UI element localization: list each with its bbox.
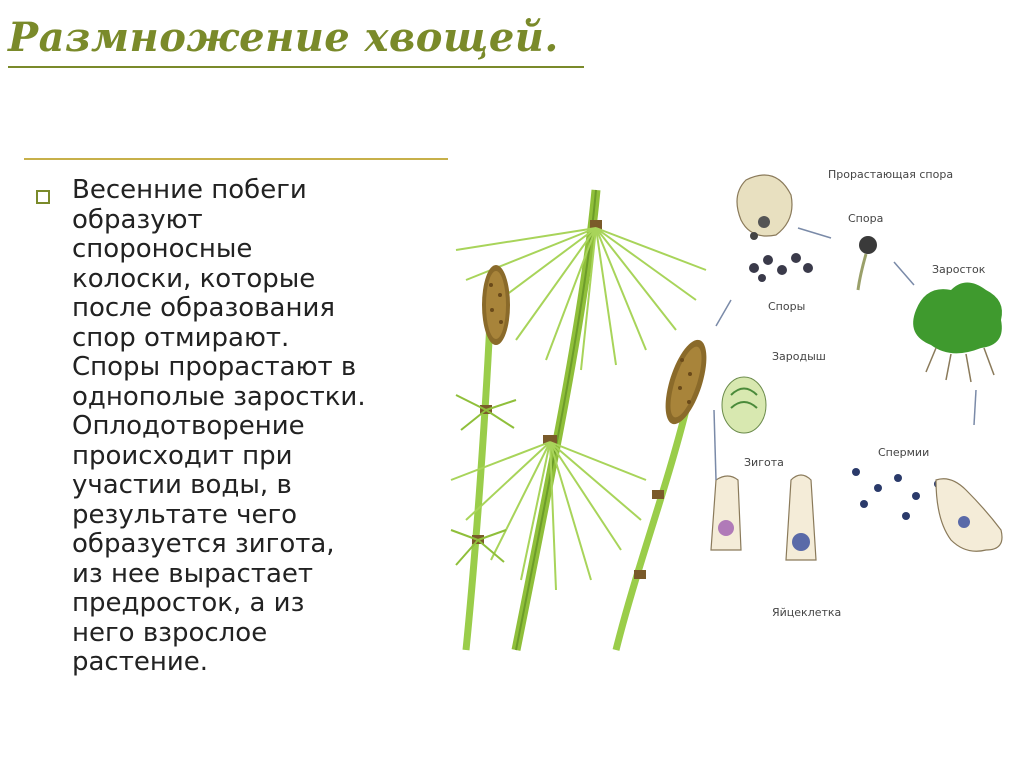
text-line: спороносные — [72, 234, 253, 264]
label-zygote: Зигота — [744, 456, 784, 469]
label-spores: Споры — [768, 300, 806, 313]
text-line: Весенние побеги — [72, 175, 307, 205]
prothallus-illustration — [913, 283, 1002, 383]
text-line: Оплодотворение — [72, 411, 305, 441]
text-line: образуют — [72, 204, 203, 235]
text-line: после образования — [72, 293, 335, 323]
label-embryo: Зародыш — [772, 350, 826, 363]
title-underline — [8, 66, 584, 68]
text-line: результате чего — [72, 499, 298, 530]
label-sperm: Спермии — [878, 446, 930, 459]
text-line: Споры прорастают в — [72, 352, 357, 382]
text-line: однополые заростки. — [72, 381, 366, 412]
fertilization-illustration — [936, 479, 1002, 552]
bullet-text — [72, 176, 432, 678]
archegonium-illustration — [786, 475, 816, 560]
text-line: колоски, которые — [72, 263, 316, 294]
horsetail-plant-illustration — [451, 190, 715, 650]
label-spore: Спора — [848, 212, 884, 225]
zygote-illustration — [711, 476, 741, 550]
text-line: происходит при — [72, 440, 293, 471]
embryo-illustration — [722, 377, 766, 433]
sperm-cells-illustration — [852, 468, 942, 520]
spores-cluster — [749, 253, 813, 282]
text-line: из нее вырастает — [72, 558, 314, 589]
label-germinating-spore: Прорастающая спора — [828, 168, 954, 181]
label-prothallus: Заросток — [932, 263, 986, 276]
text-line: него взрослое — [72, 617, 268, 648]
text-line: спор отмирают. — [72, 322, 290, 353]
germinating-spore-illustration — [858, 236, 877, 290]
sporangium-illustration — [737, 175, 792, 240]
horsetail-lifecycle-figure — [446, 150, 1024, 660]
text-line: растение. — [72, 647, 209, 677]
text-line: участии воды, в — [72, 470, 292, 500]
text-line: образуется зигота, — [72, 529, 335, 559]
divider-rule — [24, 158, 448, 160]
slide-title: Размножение хвощей. — [8, 14, 559, 61]
label-egg-cell: Яйцеклетка — [772, 606, 842, 619]
text-line: предросток, а из — [72, 588, 305, 618]
bullet-square-icon — [36, 190, 50, 204]
